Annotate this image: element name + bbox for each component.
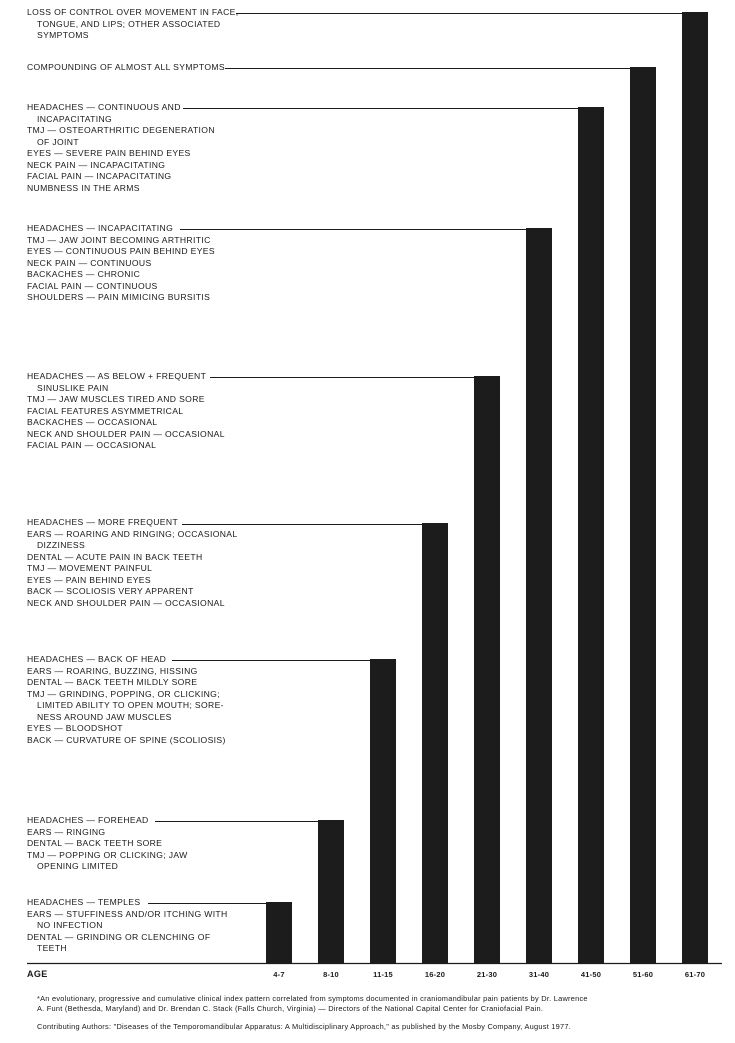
symptom-line: FACIAL FEATURES ASYMMETRICAL bbox=[27, 405, 184, 416]
symptom-line: EARS — RINGING bbox=[27, 826, 106, 837]
x-tick-41-50: 41-50 bbox=[580, 970, 602, 979]
symptom-line: TMJ — GRINDING, POPPING, OR CLICKING; bbox=[27, 688, 220, 699]
symptom-line: TEETH bbox=[37, 943, 67, 954]
symptom-line: BACK — SCOLIOSIS VERY APPARENT bbox=[27, 586, 194, 597]
symptom-line: EYES — PAIN BEHIND EYES bbox=[27, 574, 151, 585]
symptoms-4-7 bbox=[27, 897, 228, 955]
symptom-line: TMJ — JAW MUSCLES TIRED AND SORE bbox=[27, 394, 205, 405]
symptom-line: EARS — ROARING, BUZZING, HISSING bbox=[27, 665, 198, 676]
symptom-line: FACIAL PAIN — OCCASIONAL bbox=[27, 440, 157, 451]
x-axis-label: AGE bbox=[27, 969, 48, 979]
symptom-line: SYMPTOMS bbox=[37, 30, 89, 41]
bar-16-20 bbox=[422, 523, 448, 963]
footnote-line-1: *An evolutionary, progressive and cumulative clinical index pattern correlated from symptoms documented in craniomandibular pain patients by Dr. Lawrence bbox=[37, 994, 588, 1003]
bar-51-60 bbox=[630, 67, 656, 963]
symptom-line: DENTAL — BACK TEETH MILDLY SORE bbox=[27, 677, 198, 688]
x-tick-16-20: 16-20 bbox=[424, 970, 446, 979]
symptoms-61-70 bbox=[27, 7, 238, 42]
symptom-line: FACIAL PAIN — INCAPACITATING bbox=[27, 171, 172, 182]
symptom-line: FACIAL PAIN — CONTINUOUS bbox=[27, 280, 158, 291]
symptom-line: LIMITED ABILITY TO OPEN MOUTH; SORE- bbox=[37, 700, 224, 711]
symptom-line: HEADACHES — FOREHEAD bbox=[27, 815, 149, 825]
symptom-line: NECK AND SHOULDER PAIN — OCCASIONAL bbox=[27, 597, 225, 608]
symptom-line: SINUSLIKE PAIN bbox=[37, 382, 109, 393]
symptom-line: EYES — CONTINUOUS PAIN BEHIND EYES bbox=[27, 246, 215, 257]
symptom-line: NUMBNESS IN THE ARMS bbox=[27, 182, 140, 193]
symptom-line: HEADACHES — MORE FREQUENT bbox=[27, 517, 179, 527]
symptom-line: LOSS OF CONTROL OVER MOVEMENT IN FACE, bbox=[27, 7, 239, 17]
bar-4-7 bbox=[266, 902, 292, 963]
symptom-line: NO INFECTION bbox=[37, 920, 103, 931]
x-tick-11-15: 11-15 bbox=[373, 970, 393, 979]
symptom-line: EYES — SEVERE PAIN BEHIND EYES bbox=[27, 148, 191, 159]
bar-21-30 bbox=[474, 376, 500, 963]
symptom-line: HEADACHES — CONTINUOUS AND bbox=[27, 102, 181, 112]
symptoms-8-10 bbox=[27, 815, 188, 873]
bar-11-15 bbox=[370, 659, 396, 963]
symptom-line: OF JOINT bbox=[37, 136, 79, 147]
symptom-line: EARS — ROARING AND RINGING; OCCASIONAL bbox=[27, 528, 238, 539]
symptom-line: EYES — BLOODSHOT bbox=[27, 723, 123, 734]
x-tick-31-40: 31-40 bbox=[528, 970, 550, 979]
symptom-line: TMJ — JAW JOINT BECOMING ARTHRITIC bbox=[27, 234, 211, 245]
x-tick-8-10: 8-10 bbox=[323, 970, 339, 979]
x-tick-51-60: 51-60 bbox=[632, 970, 654, 979]
bar-8-10 bbox=[318, 820, 344, 963]
symptom-line: HEADACHES — AS BELOW + FREQUENT bbox=[27, 371, 207, 381]
symptom-line: TONGUE, AND LIPS; OTHER ASSOCIATED bbox=[37, 18, 221, 29]
symptom-line: HEADACHES — TEMPLES bbox=[27, 897, 141, 907]
symptom-line: SHOULDERS — PAIN MIMICING BURSITIS bbox=[27, 292, 211, 303]
symptom-line: DENTAL — ACUTE PAIN IN BACK TEETH bbox=[27, 551, 203, 562]
x-tick-21-30: 21-30 bbox=[476, 970, 498, 979]
footnote-line-3: Contributing Authors: "Diseases of the Temporomandibular Apparatus: A Multidisciplinary Approach," as published by the Mosby Company, August 1977. bbox=[37, 1022, 572, 1031]
symptom-line: TMJ — POPPING OR CLICKING; JAW bbox=[27, 849, 188, 860]
symptom-line: NESS AROUND JAW MUSCLES bbox=[37, 711, 172, 722]
symptom-line: BACK — CURVATURE OF SPINE (SCOLIOSIS) bbox=[27, 734, 226, 745]
symptom-line: TMJ — MOVEMENT PAINFUL bbox=[27, 563, 153, 574]
symptom-line: BACKACHES — OCCASIONAL bbox=[27, 417, 158, 428]
x-tick-4-7: 4-7 bbox=[273, 970, 285, 979]
symptoms-41-50 bbox=[27, 102, 215, 194]
symptoms-31-40 bbox=[27, 223, 215, 304]
symptom-line: HEADACHES — BACK OF HEAD bbox=[27, 654, 167, 664]
bar-41-50 bbox=[578, 107, 604, 963]
symptom-line: DENTAL — GRINDING OR CLENCHING OF bbox=[27, 931, 211, 942]
symptom-line: EARS — STUFFINESS AND/OR ITCHING WITH bbox=[27, 908, 228, 919]
symptom-line: DENTAL — BACK TEETH SORE bbox=[27, 838, 163, 849]
bar-61-70 bbox=[682, 12, 708, 963]
symptom-line: INCAPACITATING bbox=[37, 113, 113, 124]
symptom-line: COMPOUNDING OF ALMOST ALL SYMPTOMS bbox=[27, 62, 225, 72]
symptom-line: NECK PAIN — INCAPACITATING bbox=[27, 159, 166, 170]
symptoms-21-30 bbox=[27, 371, 225, 452]
symptoms-51-60 bbox=[27, 62, 225, 74]
symptom-line: TMJ — OSTEOARTHRITIC DEGENERATION bbox=[27, 125, 215, 136]
symptom-line: HEADACHES — INCAPACITATING bbox=[27, 223, 174, 233]
symptoms-16-20 bbox=[27, 517, 238, 609]
bar-31-40 bbox=[526, 228, 552, 963]
symptoms-11-15 bbox=[27, 654, 226, 746]
symptom-line: BACKACHES — CHRONIC bbox=[27, 269, 141, 280]
x-tick-61-70: 61-70 bbox=[684, 970, 706, 979]
symptom-line: OPENING LIMITED bbox=[37, 861, 119, 872]
symptom-line: NECK PAIN — CONTINUOUS bbox=[27, 257, 152, 268]
footnote-line-2: A. Funt (Bethesda, Maryland) and Dr. Brendan C. Stack (Falls Church, Virginia) — Directors of the National Capital Center for Craniofacial Pain. bbox=[37, 1004, 544, 1013]
symptom-line: DIZZINESS bbox=[37, 540, 86, 551]
symptom-line: NECK AND SHOULDER PAIN — OCCASIONAL bbox=[27, 428, 225, 439]
